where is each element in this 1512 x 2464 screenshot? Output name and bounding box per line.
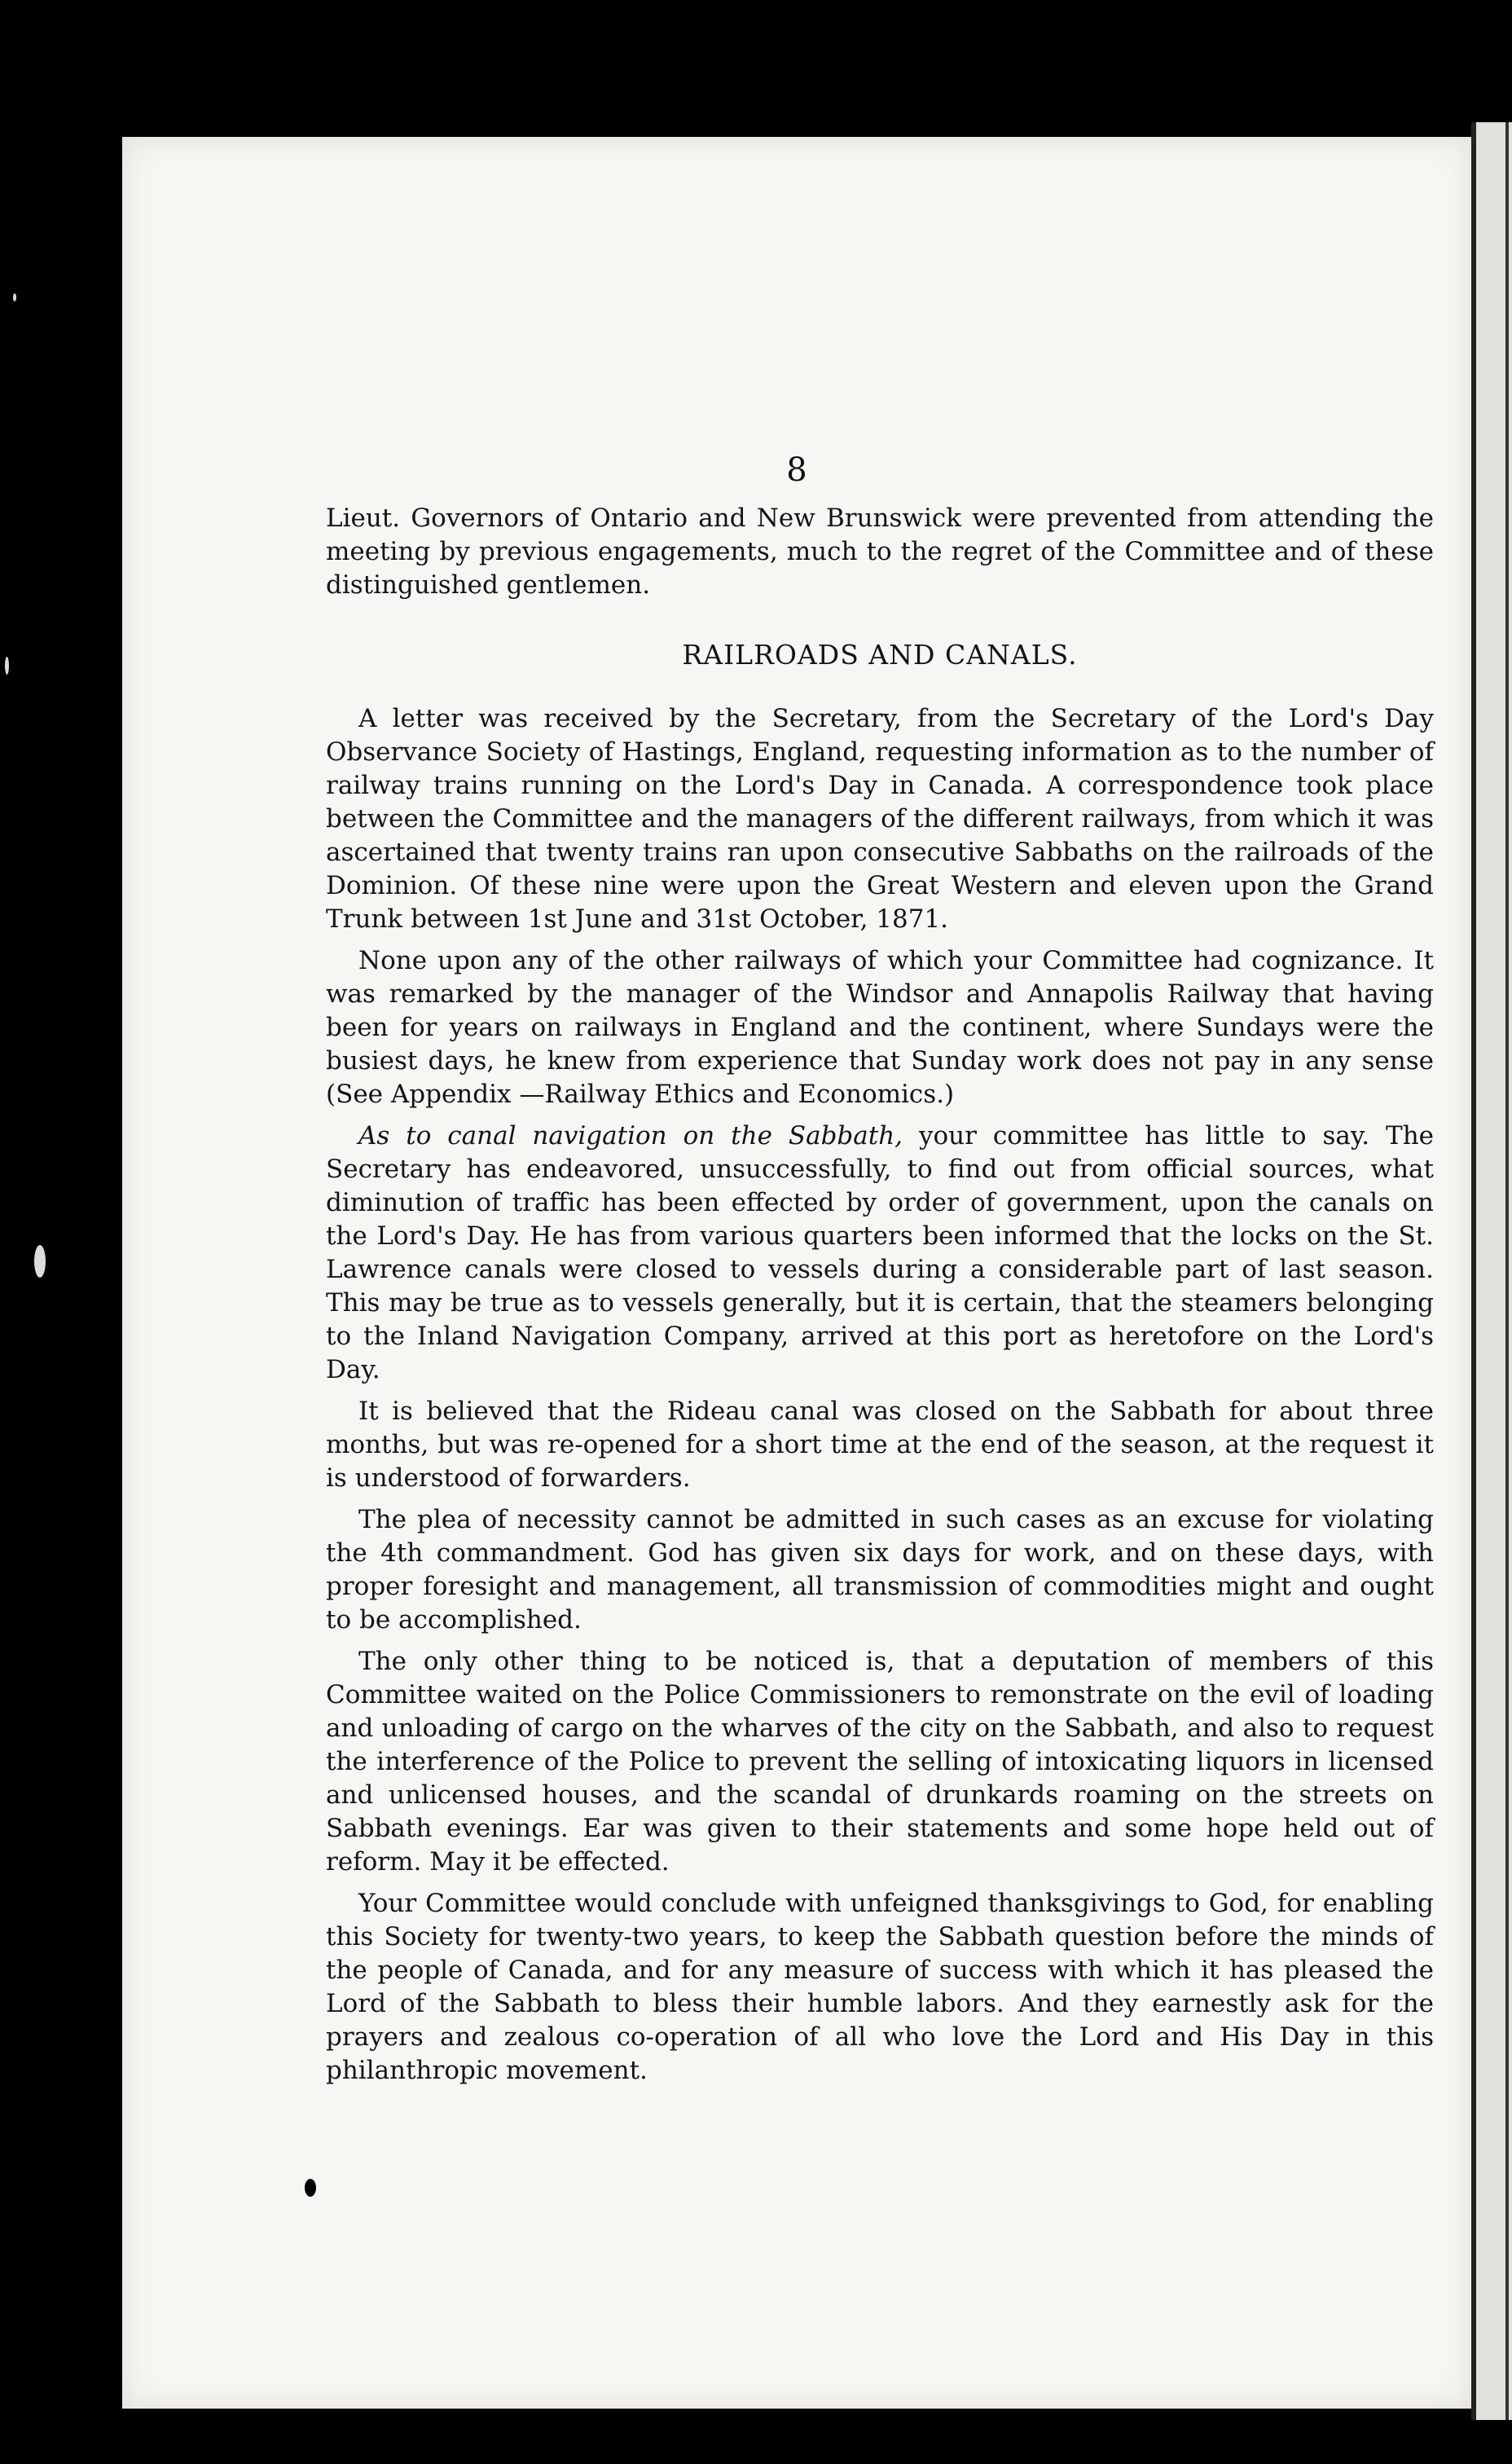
deputation-paragraph: The only other thing to be noticed is, that a deputation of members of this Committee waited on the Police Commissioners to remonstrate on the evil of loading and unloading of cargo on the wharves of the city on the Sabbath, and also to request the interference of the Police to prevent the selling of intoxicating liquors in licensed and unlicensed houses, and the scandal of drunkards roaming on the streets on Sabbath evenings. Ear was given to their statements and some hope held out of reform. May it be effected.: [326, 1647, 1434, 1877]
railway-letter-paragraph: A letter was received by the Secretary, from the Secretary of the Lord's Day Observance Society of Hastings, England, requesting information as to the number of railway trains running on the Lord's Day in Canada. A correspondence took place between the Committee and the managers of the different railways, from which it was ascertained that twenty trains ran upon consecutive Sabbaths on the railroads of the Dominion. Of these nine were upon the Great Western and eleven upon the Grand Trunk between 1st June and 31st October, 1871.: [326, 704, 1434, 934]
intro-paragraph: Lieut. Governors of Ontario and New Brunswick were prevented from attending the meeting by previous engagements, much to the regret of the Committee and of these distinguished gentlemen.: [326, 504, 1434, 600]
section-heading: RAILROADS AND CANALS.: [682, 639, 1078, 671]
scan-speck: [5, 657, 9, 675]
scan-speck: [13, 293, 16, 301]
scan-speck: [34, 1245, 46, 1278]
page-edge-line: [1505, 122, 1509, 2420]
scan-mark: [305, 2179, 316, 2197]
page-body: [326, 502, 1434, 2088]
necessity-paragraph: The plea of necessity cannot be admitted in such cases as an excuse for violating the 4th commandment. God has given six days for work, and on these days, with proper foresight and management, all transmission of commodities might and ought to be accomplished.: [326, 1505, 1434, 1635]
canal-navigation-italic-lead: As to canal navigation on the Sabbath,: [358, 1121, 903, 1151]
rideau-canal-paragraph: It is believed that the Rideau canal was closed on the Sabbath for about three months, but was re-opened for a short time at the end of the season, at the request it is understood of forwarders.: [326, 1397, 1434, 1493]
railway-cognizance-paragraph: None upon any of the other railways of which your Committee had cognizance. It was remarked by the manager of the Windsor and Annapolis Railway that having been for years on railways in England and the continent, where Sundays were the busiest days, he knew from experience that Sunday work does not pay in any sense (See Appendix —Railway Ethics and Economics.): [326, 946, 1434, 1109]
canal-navigation-text: your committee has little to say. The Secretary has endeavored, unsuccessfully, to find out from official sources, what diminution of traffic has been effected by order of government, upon the canals on the Lord's Day. He has from various quarters been informed that the locks on the St. Lawrence canals were closed to vessels during a considerable part of last season. This may be true as to vessels generally, but it is certain, that the steamers belonging to the Inland Navigation Company, arrived at this port as heretofore on the Lord's Day.: [326, 1121, 1435, 1384]
canal-navigation-paragraph: [326, 1120, 1434, 1387]
conclusion-paragraph: Your Committee would conclude with unfeigned thanksgivings to God, for enabling this Society for twenty-two years, to keep the Sabbath question before the minds of the people of Canada, and for any measure of success with which it has pleased the Lord of the Sabbath to bless their humble labors. And they earnestly ask for the prayers and zealous co-operation of all who love the Lord and His Day in this philanthropic movement.: [326, 1889, 1434, 2085]
page-number: 8: [786, 451, 807, 489]
document-page: [122, 137, 1471, 2409]
